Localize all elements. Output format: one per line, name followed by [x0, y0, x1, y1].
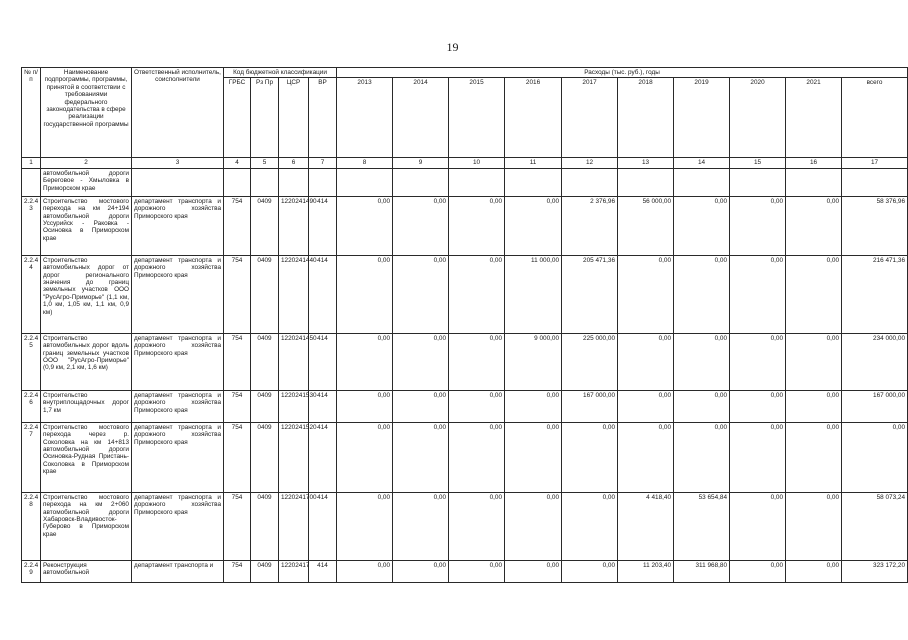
page-number: 19 [446, 40, 459, 54]
row-value: 0,00 [674, 333, 730, 390]
row-csr-part: 20 [309, 423, 317, 431]
header-year: 2017 [562, 78, 618, 158]
row-csr-part: 1220 [281, 391, 296, 399]
row-csr-part: 2417 [295, 493, 310, 501]
row-value: 0,00 [337, 196, 393, 255]
row-value: 0,00 [562, 422, 618, 492]
table-row [22, 390, 908, 422]
row-value: 0,00 [786, 255, 842, 333]
row-value: 0,00 [618, 390, 674, 422]
header-name: Наименование подпрограммы, программы, принятой в соответствии с требованиями федерального законодательства в сфере реализации государственной программы [41, 68, 132, 158]
row-value: 0,00 [674, 390, 730, 422]
header-code: Рз Пр [251, 78, 279, 158]
row-value: 0,00 [674, 422, 730, 492]
header-year: 2020 [730, 78, 786, 158]
row-vr: 414 [309, 492, 337, 560]
row-value: 11 000,00 [505, 255, 562, 333]
header-expenses: Расходы (тыс. руб.), годы [337, 68, 908, 78]
row-csr-part: 1220 [281, 423, 296, 431]
row-csr-part: 1220 [281, 256, 296, 264]
row-value: 0,00 [393, 255, 449, 333]
row-value: 0,00 [449, 196, 505, 255]
row-value: 0,00 [674, 255, 730, 333]
header-year-total: всего [842, 78, 908, 158]
row-total: 234 000,00 [842, 333, 908, 390]
row-value: 0,00 [449, 333, 505, 390]
row-number-part: 2.2.4 [24, 493, 39, 501]
row-value: 0,00 [786, 422, 842, 492]
row-responsible: департамент транспорта и дорожного хозяйства Приморского края [132, 255, 224, 333]
column-number: 17 [842, 158, 908, 168]
row-name: Строительство автомобильных дорог вдоль границ земельных участков ООО "РусАгро-Приморье" (0,9 км, 2,1 км, 1,6 км) [41, 333, 132, 390]
row-rzpr: 0409 [251, 333, 279, 390]
continuation-name: автомобильной дороги Береговое - Хмыловка в Приморском крае [41, 168, 132, 196]
row-number-part: 2.2.4 [24, 423, 39, 431]
row-csr-part: 90 [309, 197, 317, 205]
table-body [22, 168, 908, 582]
row-csr-part: 1220 [281, 493, 296, 501]
row-value: 0,00 [449, 560, 505, 582]
row-name: Строительство мостового перехода через р. Соколовка на км 14+813 автомобильной дороги Осиновка-Рудная Пристань-Соколовка в Приморском крае [41, 422, 132, 492]
budget-table [21, 67, 908, 583]
row-value: 0,00 [730, 390, 786, 422]
row-number-part: 2.2.4 [24, 561, 39, 569]
row-value: 0,00 [393, 492, 449, 560]
row-value: 0,00 [337, 255, 393, 333]
row-csr [279, 560, 309, 582]
row-csr [279, 492, 317, 560]
header-year: 2018 [618, 78, 674, 158]
header-code: ВР [309, 78, 337, 158]
row-vr: 414 [309, 560, 337, 582]
row-rzpr: 0409 [251, 492, 279, 560]
row-csr-part: 2415 [295, 391, 310, 399]
column-number: 1 [22, 158, 41, 168]
row-value: 4 418,40 [618, 492, 674, 560]
row-value: 0,00 [449, 255, 505, 333]
row-csr [279, 255, 317, 333]
header-code: ЦСР [279, 78, 309, 158]
row-value: 0,00 [393, 333, 449, 390]
row-grbs: 754 [224, 390, 251, 422]
row-grbs: 754 [224, 422, 251, 492]
column-number: 3 [132, 158, 224, 168]
table-header [22, 68, 908, 169]
row-csr-part: 30 [309, 391, 317, 399]
table-row [22, 196, 908, 255]
row-value: 0,00 [618, 422, 674, 492]
row-total: 323 172,20 [842, 560, 908, 582]
row-value: 9 000,00 [505, 333, 562, 390]
header-budget-code: Код бюджетной классификации [224, 68, 337, 78]
row-value: 0,00 [393, 196, 449, 255]
column-number: 10 [449, 158, 505, 168]
row-number-part: 3 [29, 205, 33, 213]
row-number-part: 2.2.4 [24, 391, 39, 399]
column-number: 15 [730, 158, 786, 168]
row-value: 0,00 [562, 492, 618, 560]
row-csr-part: 2414 [295, 334, 310, 342]
row-value: 53 654,84 [674, 492, 730, 560]
row-responsible: департамент транспорта и дорожного хозяйства Приморского края [132, 422, 224, 492]
row-value: 0,00 [337, 560, 393, 582]
header-year: 2016 [505, 78, 562, 158]
row-grbs: 754 [224, 255, 251, 333]
row-vr: 414 [309, 196, 337, 255]
row-csr [279, 422, 317, 492]
column-number-row [22, 158, 908, 168]
row-grbs: 754 [224, 492, 251, 560]
row-responsible: департамент транспорта и дорожного хозяйства Приморского края [132, 196, 224, 255]
row-number-part: 5 [29, 342, 33, 350]
row-value: 0,00 [449, 390, 505, 422]
row-value: 0,00 [505, 492, 562, 560]
table-row [22, 255, 908, 333]
row-value: 0,00 [786, 196, 842, 255]
row-csr-part: 00 [309, 493, 317, 501]
header-year: 2021 [786, 78, 842, 158]
row-number-part: 9 [29, 569, 33, 577]
row-responsible: департамент транспорта и дорожного хозяйства Приморского края [132, 492, 224, 560]
row-number-part: 8 [29, 501, 33, 509]
table-row [22, 333, 908, 390]
row-value: 56 000,00 [618, 196, 674, 255]
row-value: 0,00 [674, 196, 730, 255]
row-csr [279, 390, 317, 422]
row-value: 0,00 [505, 560, 562, 582]
row-number-part: 2.2.4 [24, 256, 39, 264]
row-csr-part: 2417 [295, 561, 310, 569]
header-responsible: Ответственный исполнитель, соисполнители [132, 68, 224, 158]
column-number: 7 [309, 158, 337, 168]
row-number [22, 560, 41, 582]
row-value: 0,00 [505, 422, 562, 492]
row-value: 0,00 [730, 255, 786, 333]
row-value: 0,00 [562, 560, 618, 582]
table-row [22, 560, 908, 582]
row-csr-part: 2414 [295, 197, 310, 205]
row-value: 0,00 [730, 333, 786, 390]
table-row [22, 492, 908, 560]
row-total: 167 000,00 [842, 390, 908, 422]
row-number-part: 2.2.4 [24, 197, 39, 205]
row-name: Строительство автомобильных дорог от дорог регионального значения до границ земельных участков ООО "РусАгро-Приморье" (1,1 км, 1,0 км, 1,05 км, 1,1 км, 0,9 км) [41, 255, 132, 333]
row-responsible: департамент транспорта и дорожного хозяйства Приморского края [132, 390, 224, 422]
column-number: 9 [393, 158, 449, 168]
row-total: 58 376,96 [842, 196, 908, 255]
column-number: 12 [562, 158, 618, 168]
row-value: 0,00 [618, 333, 674, 390]
row-responsible: департамент транспорта и дорожного хозяйства Приморского края [132, 333, 224, 390]
header-num: № п/п [22, 68, 41, 158]
header-year: 2014 [393, 78, 449, 158]
header-year: 2019 [674, 78, 730, 158]
row-csr-part: 2414 [295, 256, 310, 264]
row-name: Строительство мостового перехода на км 2+060 автомобильной дороги Хабаровск-Владивосток-Губерово в Приморском крае [41, 492, 132, 560]
row-vr: 414 [309, 422, 337, 492]
row-total: 58 073,24 [842, 492, 908, 560]
row-value: 0,00 [618, 255, 674, 333]
row-number [22, 422, 41, 492]
row-csr-part: 1220 [281, 197, 296, 205]
row-value: 167 000,00 [562, 390, 618, 422]
row-csr [279, 196, 317, 255]
row-value: 0,00 [449, 492, 505, 560]
row-name: Строительство внутриплощадочных дорог 1,7 км [41, 390, 132, 422]
row-grbs: 754 [224, 196, 251, 255]
row-value: 0,00 [505, 196, 562, 255]
column-number: 6 [279, 158, 309, 168]
column-number: 14 [674, 158, 730, 168]
row-vr: 414 [309, 333, 337, 390]
row-grbs: 754 [224, 333, 251, 390]
row-total: 216 471,36 [842, 255, 908, 333]
row-csr-part: 1220 [281, 561, 296, 569]
row-number [22, 333, 41, 390]
row-number-part: 7 [29, 431, 33, 439]
row-value: 0,00 [505, 390, 562, 422]
row-name: Строительство мостового перехода на км 24+194 автомобильной дороги Уссурийск - Раковка - Осиновка в Приморском крае [41, 196, 132, 255]
row-csr [279, 333, 317, 390]
row-number [22, 390, 41, 422]
row-value: 311 968,80 [674, 560, 730, 582]
row-value: 0,00 [730, 196, 786, 255]
row-value: 225 000,00 [562, 333, 618, 390]
row-number [22, 196, 41, 255]
row-value: 0,00 [449, 422, 505, 492]
header-code: ГРБС [224, 78, 251, 158]
row-value: 0,00 [786, 492, 842, 560]
row-rzpr: 0409 [251, 196, 279, 255]
row-total: 0,00 [842, 422, 908, 492]
row-rzpr: 0409 [251, 255, 279, 333]
row-value: 205 471,36 [562, 255, 618, 333]
column-number: 13 [618, 158, 674, 168]
row-rzpr: 0409 [251, 560, 279, 582]
row-value: 0,00 [730, 422, 786, 492]
row-responsible: департамент транспорта и [132, 560, 224, 582]
row-value: 11 203,40 [618, 560, 674, 582]
row-number-part: 2.2.4 [24, 334, 39, 342]
row-csr-part: 50 [309, 334, 317, 342]
row-csr-part: 40 [309, 256, 317, 264]
column-number: 8 [337, 158, 393, 168]
continuation-row [22, 168, 908, 196]
row-csr-part: 2415 [295, 423, 310, 431]
column-number: 5 [251, 158, 279, 168]
row-grbs: 754 [224, 560, 251, 582]
row-vr: 414 [309, 255, 337, 333]
row-name: Реконструкция автомобильной [41, 560, 132, 582]
row-value: 0,00 [393, 422, 449, 492]
row-number [22, 255, 41, 333]
row-value: 0,00 [393, 390, 449, 422]
row-rzpr: 0409 [251, 422, 279, 492]
row-value: 0,00 [730, 492, 786, 560]
row-value: 0,00 [337, 492, 393, 560]
row-number-part: 4 [29, 264, 33, 272]
row-value: 2 376,96 [562, 196, 618, 255]
row-value: 0,00 [786, 390, 842, 422]
row-value: 0,00 [786, 333, 842, 390]
row-value: 0,00 [730, 560, 786, 582]
row-value: 0,00 [337, 333, 393, 390]
row-value: 0,00 [393, 560, 449, 582]
column-number: 4 [224, 158, 251, 168]
row-number-part: 6 [29, 399, 33, 407]
header-year: 2013 [337, 78, 393, 158]
table-row [22, 422, 908, 492]
row-rzpr: 0409 [251, 390, 279, 422]
row-vr: 414 [309, 390, 337, 422]
row-value: 0,00 [337, 422, 393, 492]
column-number: 2 [41, 158, 132, 168]
row-value: 0,00 [337, 390, 393, 422]
column-number: 11 [505, 158, 562, 168]
column-number: 16 [786, 158, 842, 168]
row-value: 0,00 [786, 560, 842, 582]
row-csr-part: 1220 [281, 334, 296, 342]
header-year: 2015 [449, 78, 505, 158]
row-number [22, 492, 41, 560]
